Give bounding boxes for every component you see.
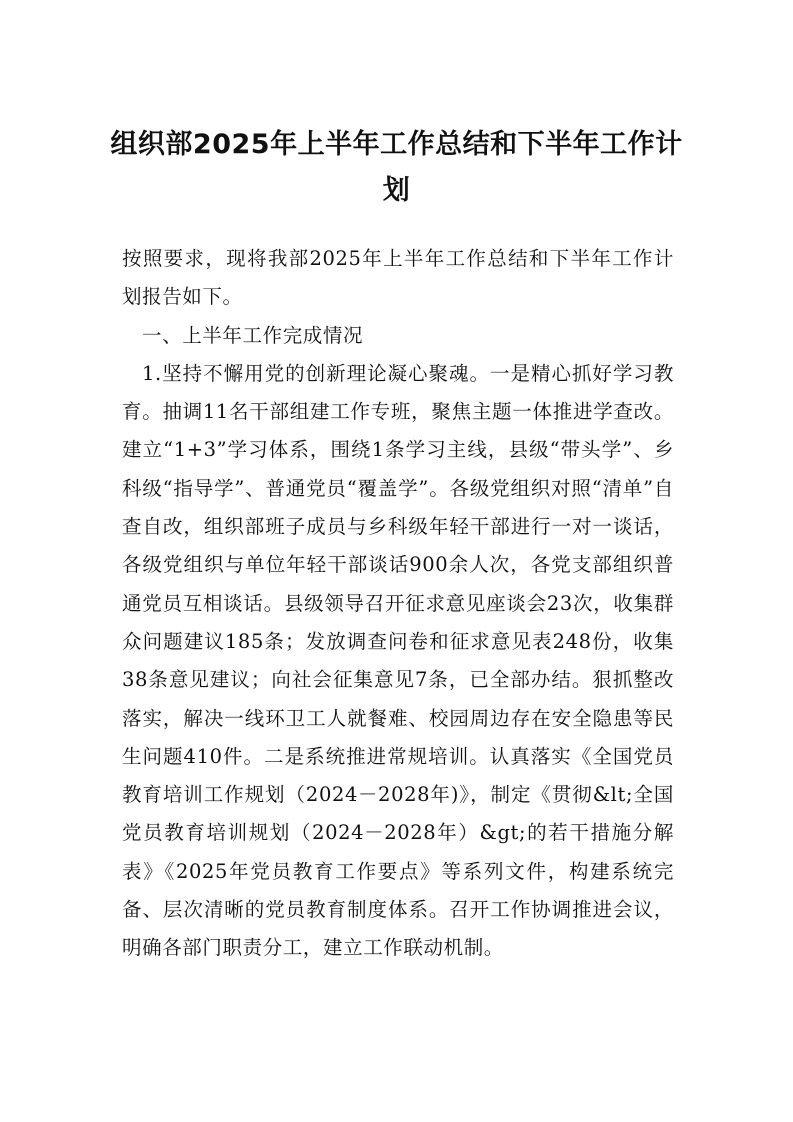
intro-paragraph: 按照要求，现将我部2025年上半年工作总结和下半年工作计划报告如下。 bbox=[122, 247, 674, 309]
section-heading: 一、上半年工作完成情况 bbox=[142, 323, 364, 347]
document-body bbox=[122, 240, 674, 968]
document-title: 组织部2025年上半年工作总结和下半年工作计划 bbox=[110, 129, 683, 206]
body-paragraph: 1.坚持不懈用党的创新理论凝心聚魂。一是精心抓好学习教育。抽调11名干部组建工作专班，聚焦主题一体推进学查改。建立“1+3”学习体系，围绕1条学习主线，县级“带头学”、乡科级“指导学”、普通党员“覆盖学”。各级党组织对照“清单”自查自改，组织部班子成员与乡科级年轻干部进行一对一谈话，各级党组织与单位年轻干部谈话900余人次，各党支部组织普通党员互相谈话。县级领导召开征求意见座谈会23次，收集群众问题建议185条；发放调查问卷和征求意见表248份，收集38条意见建议；向社会征集意见7条，已全部办结。狠抓整改落实，解决一线环卫工人就餐难、校园周边存在安全隐患等民生问题410件。二是系统推进常规培训。认真落实《全国党员教育培训工作规划（2024－2028年)》，制定《贯彻&lt;全国党员教育培训规划（2024－2028年）&gt;的若干措施分解表》《2025年党员教育工作要点》等系列文件，构建系统完备、层次清晰的党员教育制度体系。召开工作协调推进会议，明确各部门职责分工，建立工作联动机制。 bbox=[122, 361, 674, 960]
